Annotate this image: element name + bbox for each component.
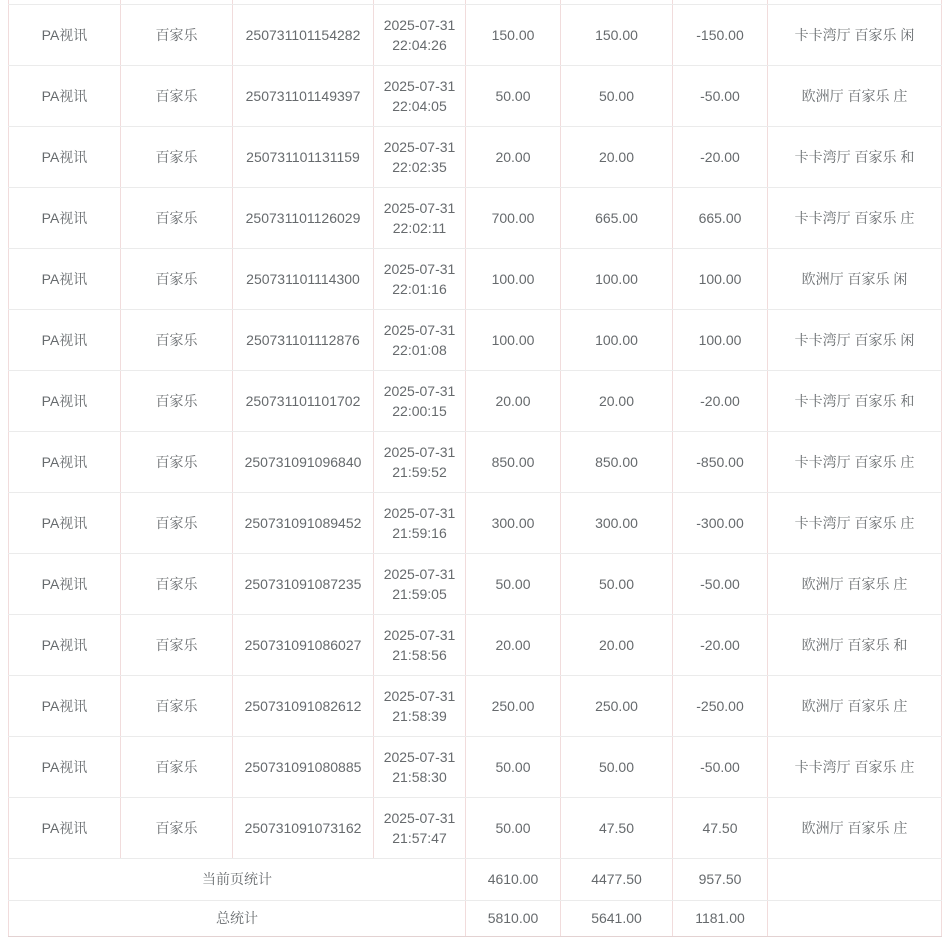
bet-records-table [8,0,942,937]
cell-platform: PA视讯 [9,187,121,248]
table-row [9,370,942,431]
cell-valid-bet: 850.00 [561,431,673,492]
cell-win-loss: -50.00 [673,553,768,614]
cell-order-number: 250731091089452 [233,492,374,553]
cell-game-type: 百家乐 [121,370,233,431]
cell-bet-amount: 100.00 [466,248,561,309]
cell-platform: PA视讯 [9,614,121,675]
cell-game-type: 百家乐 [121,431,233,492]
table-row [9,4,942,65]
cell-valid-bet: 20.00 [561,126,673,187]
cell-platform: PA视讯 [9,736,121,797]
summary-row-current-page [9,858,942,900]
cell-bet-time: 2025-07-31 22:04:26 [374,4,466,65]
cell-valid-bet: 50.00 [561,65,673,126]
cell-game-type: 百家乐 [121,492,233,553]
summary-current-empty-cell [768,858,942,900]
cell-bet-time: 2025-07-31 21:58:30 [374,736,466,797]
cell-bet-amount: 50.00 [466,797,561,858]
cell-bet-amount: 50.00 [466,736,561,797]
table-body [9,0,942,858]
table-row [9,248,942,309]
cell-platform: PA视讯 [9,4,121,65]
cell-bet-detail: 欧洲厅 百家乐 庄 [768,797,942,858]
cell-valid-bet: 50.00 [561,553,673,614]
cell-valid-bet: 20.00 [561,614,673,675]
cell-valid-bet: 300.00 [561,492,673,553]
cell-order-number: 250731091080885 [233,736,374,797]
cell-order-number: 250731101101702 [233,370,374,431]
cell-win-loss: 100.00 [673,309,768,370]
cell-valid-bet: 150.00 [561,4,673,65]
cell-platform: PA视讯 [9,126,121,187]
cell-bet-time: 2025-07-31 21:58:39 [374,675,466,736]
cell-bet-amount: 850.00 [466,431,561,492]
table-row [9,309,942,370]
cell-game-type: 百家乐 [121,614,233,675]
cell-game-type: 百家乐 [121,248,233,309]
summary-current-winloss-total: 957.50 [673,858,768,900]
cell-game-type: 百家乐 [121,4,233,65]
cell-valid-bet: 665.00 [561,187,673,248]
summary-grand-bet-total: 5810.00 [466,900,561,936]
table-row [9,797,942,858]
cell-bet-detail: 卡卡湾厅 百家乐 庄 [768,431,942,492]
cell-platform: PA视讯 [9,309,121,370]
table-row [9,187,942,248]
cell-valid-bet: 100.00 [561,248,673,309]
cell-bet-time: 2025-07-31 22:02:11 [374,187,466,248]
cell-bet-amount: 50.00 [466,65,561,126]
cell-platform: PA视讯 [9,65,121,126]
cell-order-number: 250731101154282 [233,4,374,65]
cell-bet-amount: 150.00 [466,4,561,65]
summary-grand-empty-cell [768,900,942,936]
cell-game-type: 百家乐 [121,553,233,614]
cell-win-loss: -850.00 [673,431,768,492]
summary-grand-winloss-total: 1181.00 [673,900,768,936]
cell-bet-time: 2025-07-31 21:58:56 [374,614,466,675]
cell-win-loss: -20.00 [673,614,768,675]
cell-game-type: 百家乐 [121,797,233,858]
cell-platform: PA视讯 [9,492,121,553]
cell-bet-time: 2025-07-31 22:02:35 [374,126,466,187]
table-row [9,614,942,675]
summary-label-current-page: 当前页统计 [9,858,466,900]
table-row [9,431,942,492]
cell-bet-time: 2025-07-31 22:00:15 [374,370,466,431]
cell-bet-detail: 卡卡湾厅 百家乐 庄 [768,492,942,553]
cell-game-type: 百家乐 [121,736,233,797]
summary-current-bet-total: 4610.00 [466,858,561,900]
cell-bet-time: 2025-07-31 22:04:05 [374,65,466,126]
cell-bet-amount: 700.00 [466,187,561,248]
cell-bet-detail: 欧洲厅 百家乐 庄 [768,553,942,614]
cell-bet-time: 2025-07-31 21:57:47 [374,797,466,858]
cell-bet-detail: 卡卡湾厅 百家乐 闲 [768,4,942,65]
cell-bet-detail: 欧洲厅 百家乐 庄 [768,65,942,126]
cell-win-loss: -150.00 [673,4,768,65]
cell-bet-amount: 20.00 [466,614,561,675]
cell-bet-amount: 300.00 [466,492,561,553]
cell-bet-amount: 20.00 [466,370,561,431]
cell-bet-detail: 欧洲厅 百家乐 和 [768,614,942,675]
table-row [9,492,942,553]
cell-win-loss: 100.00 [673,248,768,309]
cell-order-number: 250731091073162 [233,797,374,858]
cell-game-type: 百家乐 [121,126,233,187]
cell-order-number: 250731101114300 [233,248,374,309]
cell-valid-bet: 47.50 [561,797,673,858]
cell-order-number: 250731101112876 [233,309,374,370]
cell-order-number: 250731101149397 [233,65,374,126]
cell-win-loss: -250.00 [673,675,768,736]
cell-bet-detail: 卡卡湾厅 百家乐 庄 [768,187,942,248]
table-row [9,675,942,736]
cell-order-number: 250731091082612 [233,675,374,736]
cell-win-loss: 47.50 [673,797,768,858]
cell-game-type: 百家乐 [121,309,233,370]
cell-bet-detail: 卡卡湾厅 百家乐 庄 [768,736,942,797]
cell-win-loss: -20.00 [673,126,768,187]
cell-bet-amount: 250.00 [466,675,561,736]
table-summary [9,858,942,936]
summary-label-grand-total: 总统计 [9,900,466,936]
table-row [9,553,942,614]
cell-platform: PA视讯 [9,370,121,431]
cell-valid-bet: 250.00 [561,675,673,736]
cell-bet-time: 2025-07-31 22:01:08 [374,309,466,370]
cell-win-loss: -300.00 [673,492,768,553]
cell-bet-time: 2025-07-31 22:01:16 [374,248,466,309]
cell-bet-amount: 50.00 [466,553,561,614]
cell-platform: PA视讯 [9,248,121,309]
cell-bet-amount: 20.00 [466,126,561,187]
cell-order-number: 250731101126029 [233,187,374,248]
cell-bet-detail: 卡卡湾厅 百家乐 和 [768,370,942,431]
cell-win-loss: -50.00 [673,65,768,126]
cell-bet-detail: 欧洲厅 百家乐 闲 [768,248,942,309]
cell-platform: PA视讯 [9,675,121,736]
cell-game-type: 百家乐 [121,65,233,126]
cell-platform: PA视讯 [9,797,121,858]
table-row [9,126,942,187]
cell-bet-time: 2025-07-31 21:59:52 [374,431,466,492]
cell-win-loss: -50.00 [673,736,768,797]
cell-order-number: 250731101131159 [233,126,374,187]
cell-valid-bet: 100.00 [561,309,673,370]
cell-bet-detail: 欧洲厅 百家乐 庄 [768,675,942,736]
cell-bet-time: 2025-07-31 21:59:05 [374,553,466,614]
cell-valid-bet: 50.00 [561,736,673,797]
summary-current-valid-total: 4477.50 [561,858,673,900]
cell-valid-bet: 20.00 [561,370,673,431]
cell-bet-time: 2025-07-31 21:59:16 [374,492,466,553]
summary-row-grand-total [9,900,942,936]
cell-platform: PA视讯 [9,553,121,614]
cell-order-number: 250731091096840 [233,431,374,492]
table-row [9,65,942,126]
cell-game-type: 百家乐 [121,675,233,736]
cell-win-loss: -20.00 [673,370,768,431]
cell-win-loss: 665.00 [673,187,768,248]
cell-bet-amount: 100.00 [466,309,561,370]
cell-bet-detail: 卡卡湾厅 百家乐 闲 [768,309,942,370]
cell-game-type: 百家乐 [121,187,233,248]
cell-order-number: 250731091086027 [233,614,374,675]
cell-platform: PA视讯 [9,431,121,492]
cell-bet-detail: 卡卡湾厅 百家乐 和 [768,126,942,187]
summary-grand-valid-total: 5641.00 [561,900,673,936]
table-row [9,736,942,797]
cell-order-number: 250731091087235 [233,553,374,614]
